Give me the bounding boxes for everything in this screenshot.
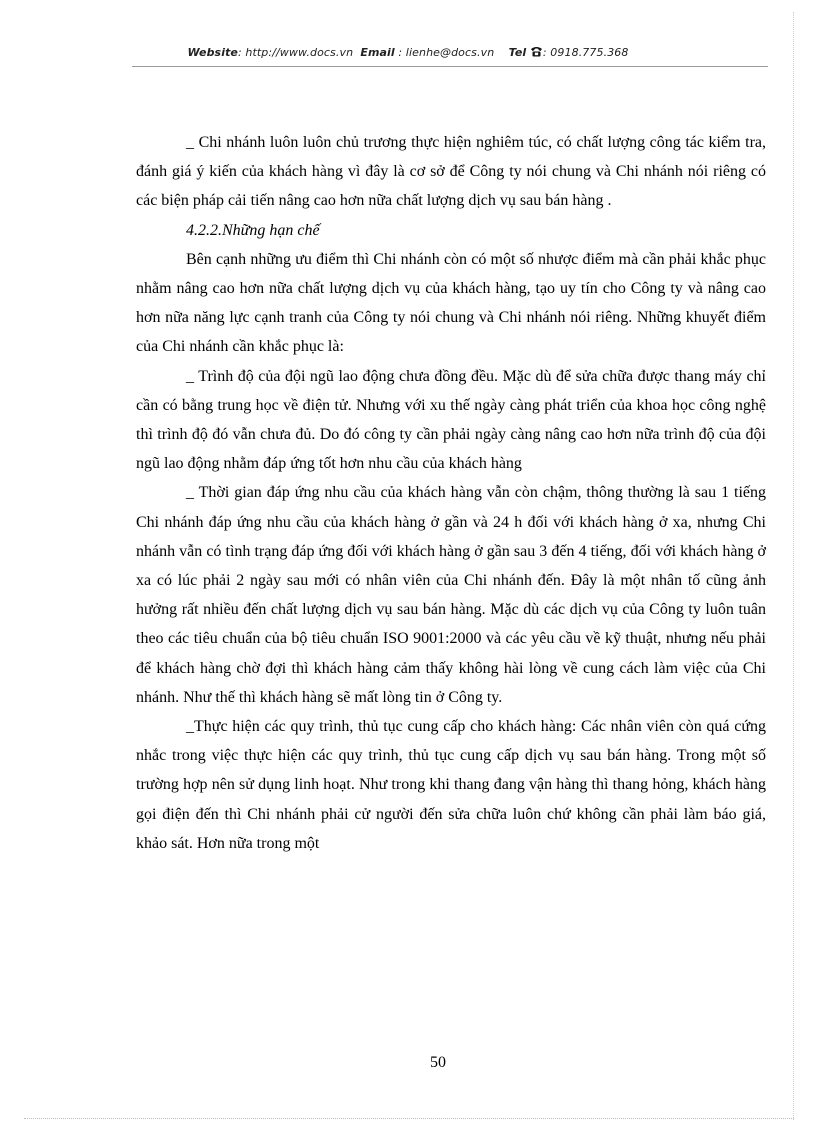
footer-divider (24, 1118, 794, 1119)
tel-value: : 0918.775.368 (542, 46, 629, 59)
header-divider (132, 66, 768, 67)
website-value: : http://www.docs.vn (238, 46, 354, 59)
body-text (136, 128, 766, 858)
page-number: 50 (430, 1054, 446, 1071)
paragraph-4: _ Thời gian đáp ứng nhu cầu của khách hàng vẫn còn chậm, thông thường là sau 1 tiếng Chi nhánh đáp ứng nhu cầu của khách hàng ở gần và 24 h đối với khách hàng ở xa, nhưng Chi nhánh vẫn có tình trạng đáp ứng đối với khách hàng ở gần sau 3 đến 4 tiếng, đối với khách hàng ở xa có lúc phải 2 ngày sau mới có nhân viên của Chi nhánh đến. Đây là một nhân tố cũng ảnh hưởng rất nhiều đến chất lượng dịch vụ sau bán hàng. Mặc dù các dịch vụ của Công ty luôn tuân theo các tiêu chuẩn của bộ tiêu chuẩn ISO 9001:2000 và các yêu cầu về kỹ thuật, nhưng nếu phải để khách hàng chờ đợi thì khách hàng cảm thấy không hài lòng về cung cách làm việc của Chi nhánh. Như thế thì khách hàng sẽ mất lòng tin ở Công ty. (136, 484, 766, 706)
paragraph-5: _Thực hiện các quy trình, thủ tục cung cấp cho khách hàng: Các nhân viên còn quá cứng nhắc trong việc thực hiện các quy trình, thủ tục cung cấp dịch vụ sau bán hàng. Trong một số trường hợp nên sử dụng linh hoạt. Như trong khi thang đang vận hàng thì thang hỏng, khách hàng gọi điện đến thì Chi nhánh phải cử người đến sửa chữa luôn chứ không cần phải làm báo giá, khảo sát. Hơn nữa trong một (136, 718, 766, 852)
telephone-icon (530, 46, 543, 60)
paragraph-3: _ Trình độ của đội ngũ lao động chưa đồng đều. Mặc dù để sửa chữa được thang máy chỉ cần có bằng trung học về điện tử. Nhưng với xu thế ngày càng phát triển của khoa học công nghệ thì trình độ đó vẫn chưa đủ. Do đó công ty cần phải ngày càng nâng cao hơn nữa trình độ của đội ngũ lao động nhằm đáp ứng tốt hơn nhu cầu của khách hàng (136, 367, 766, 473)
page-edge-divider (793, 12, 794, 1120)
page-header (0, 46, 816, 60)
section-heading: 4.2.2.Những hạn chế (186, 221, 320, 239)
tel-label: Tel (508, 46, 527, 59)
email-value: : lienhe@docs.vn (394, 46, 495, 59)
email-label: Email (360, 46, 395, 59)
paragraph-1: _ Chi nhánh luôn luôn chủ trương thực hiện nghiêm túc, có chất lượng công tác kiểm tra, đánh giá ý kiến của khách hàng vì đây là cơ sở để Công ty nói chung và Chi nhánh nói riêng có các biện pháp cải tiến nâng cao hơn nữa chất lượng dịch vụ sau bán hàng . (136, 134, 766, 210)
paragraph-2: Bên cạnh những ưu điểm thì Chi nhánh còn có một số nhược điểm mà cần phải khắc phục nhằm nâng cao hơn nữa chất lượng dịch vụ của khách hàng, tạo uy tín cho Công ty và nâng cao hơn nữa năng lực cạnh tranh của Công ty nói chung và Chi nhánh nói riêng. Những khuyết điểm của Chi nhánh cần khắc phục là: (136, 250, 766, 356)
website-label: Website (187, 46, 238, 59)
